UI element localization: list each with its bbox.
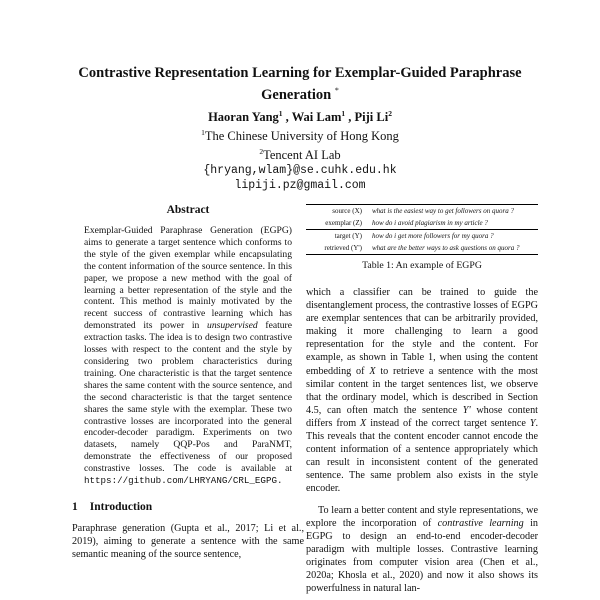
table-row: source (X) what is the easiest way to get followers on quora ?	[306, 205, 538, 218]
right-column	[306, 204, 538, 595]
abstract-heading: Abstract	[166, 204, 210, 216]
table-caption: Table 1: An example of EGPG	[362, 260, 482, 271]
affiliation-1: $^1$The Chinese University of Hong Kong	[201, 128, 399, 144]
body-paragraph-2: To learn a better content and style representations, we explore the incorporation of contrastive learning in EGPG to design an end-to-end encoder-decoder paradigm with multiple losses. Contrastive learning originates from computer vision area (Chen et al., 2020a; Khosla et al., 2020) and now it also shows its powerfulness in natural lan-	[306, 504, 539, 595]
paper-title	[40, 64, 560, 104]
title-line-1: Contrastive Representation Learning for Exemplar-Guided Paraphrase	[78, 65, 522, 81]
affiliation-2: $^2$Tencent AI Lab	[259, 147, 341, 163]
title-footnote-mark: *	[334, 86, 339, 95]
egpg-example-table	[306, 204, 538, 255]
title-line-2: Generation *	[261, 86, 339, 103]
table-row: retrieved (Y') what are the better ways to ask questions on quora ?	[306, 242, 538, 255]
abstract-text: Exemplar-Guided Paraphrase Generation (EGPG) aims to generate a target sentence which conforms to the style of the given exemplar while encapsulating the content information of the source sentence. In this paper, we propose a new method with the goal of learning a better representation of the style and the content. This method is mainly motivated by the recent success of contrastive learning which has demonstrated its power in unsupervised feature extraction tasks. The idea is to design two contrastive losses with respect to the content and the style by considering two problem characteristics during training. One characteristic is that the target sentence shares the same content with the source sentence, and the second characteristic is that the target sentence shares the same style with the exemplar. These two contrastive losses are incorporated into the general encoder-decoder paradigm. Experiments on two datasets, namely QQP-Pos and ParaNMT, demonstrate the effectiveness of our proposed constrastive losses. The code is available at https://github.com/LHRYANG/CRL_EGPG.	[84, 225, 293, 487]
table-row: exemplar (Z) how do i avoid plagiarism in my article ?	[325, 219, 488, 227]
email-1: {hryang,wlam}@se.cuhk.edu.hk	[203, 164, 397, 178]
table-row: target (Y) how do i get more followers for my quora ?	[306, 230, 538, 243]
email-2: lipiji.pz@gmail.com	[234, 179, 366, 193]
author-names: Haoran Yang$^1$ , Wai Lam$^1$ , Piji Li$^2$	[208, 109, 392, 125]
body-paragraph-1: which a classifier can be trained to guide the disentanglement process, the contrastive losses of EGPG are exemplar sentences that can be arbitrarily provided, making it more challenging to learn a good representation for the style and the content. For example, as shown in Table 1, when using the content embedding of X to retrieve a sentence with the most similar content in the target sentences list, we observe that the ordinary model, which is described in Section 4.5, can often match the sentence Y' whose content differs from X instead of the correct target sentence Y. This reveals that the content encoder cannot encode the content information of a sentence appropriately which can result in inconsistent content of the generated sentence. The same problem also exists in the style encoder.	[306, 287, 539, 495]
introduction-text: Paraphrase generation (Gupta et al., 2017; Li et al., 2019), aiming to generate a sentence with the same semantic meaning of the source sentence,	[72, 522, 304, 560]
author-block	[40, 106, 560, 193]
left-column	[72, 204, 304, 561]
code-link[interactable]: https://github.com/LHRYANG/CRL_EGPG.	[84, 475, 283, 487]
section-heading-introduction: 1 Introduction	[72, 500, 153, 513]
